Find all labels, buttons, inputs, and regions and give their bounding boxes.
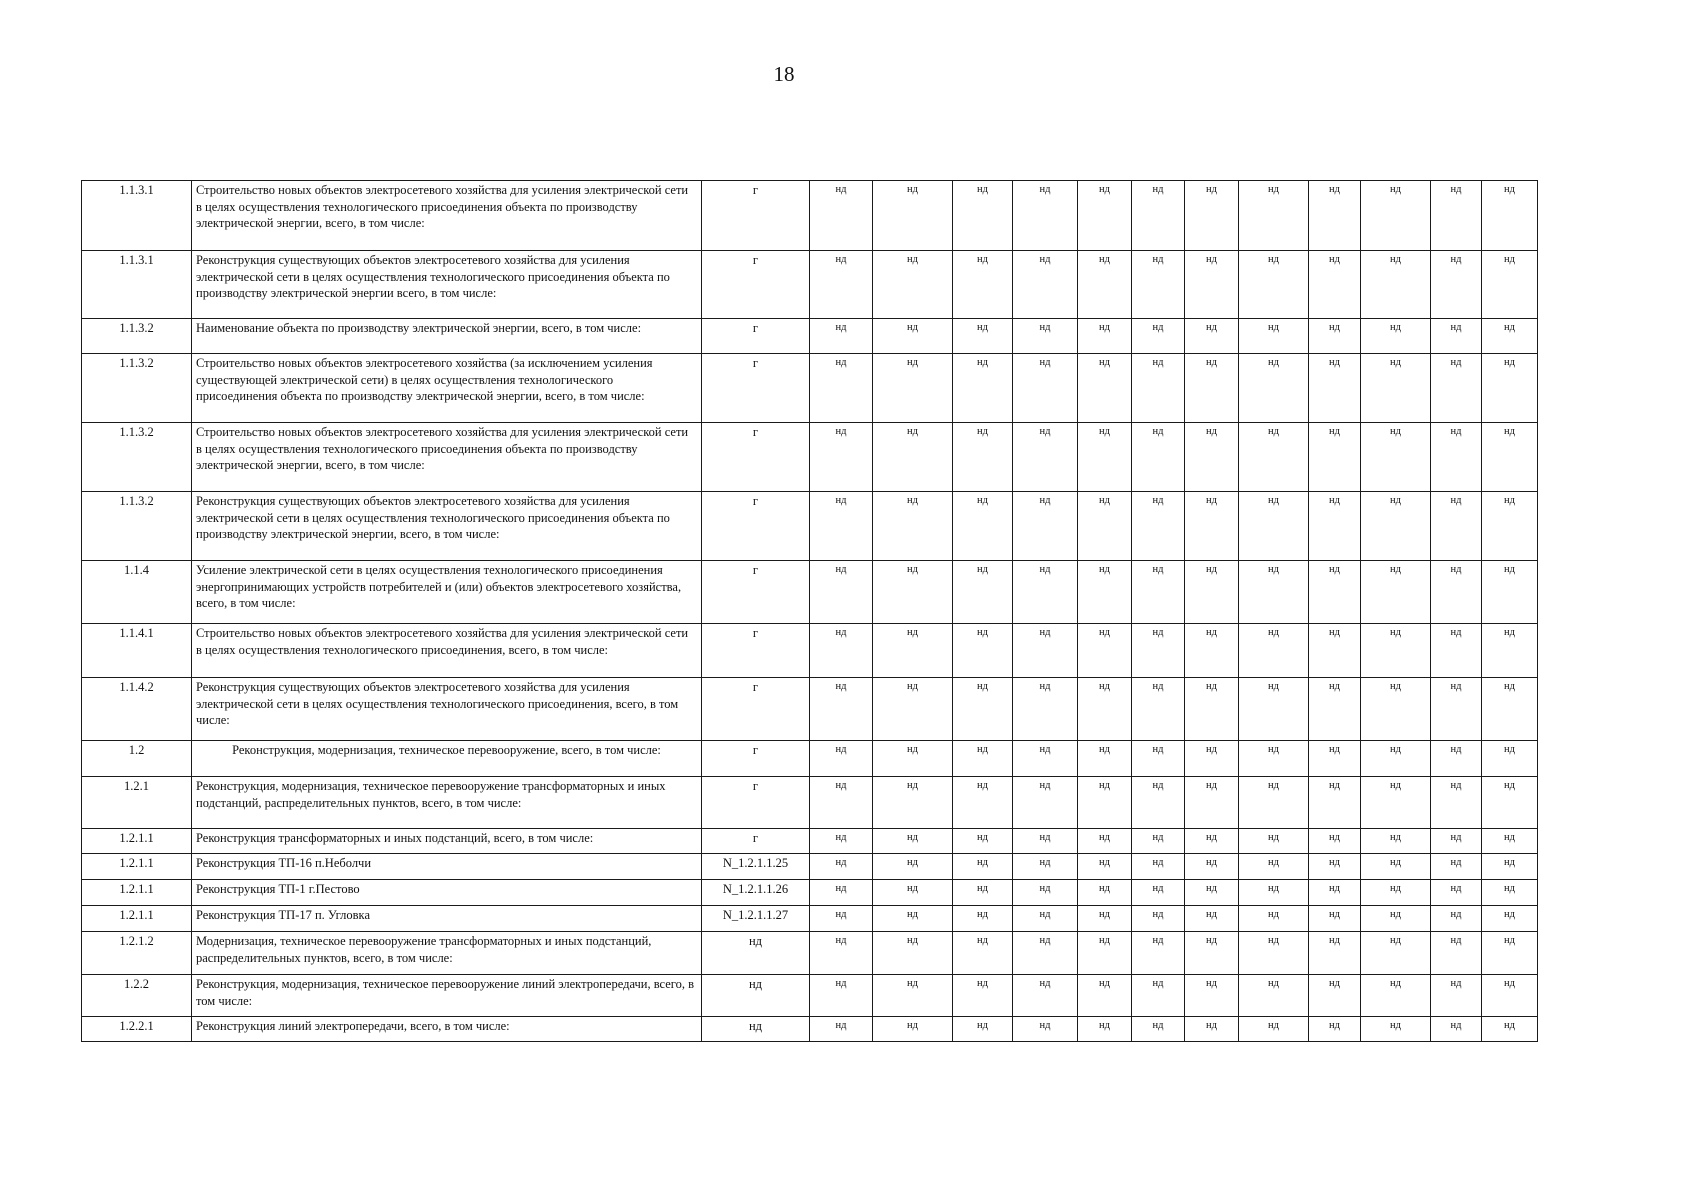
row-name: Усиление электрической сети в целях осуществления технологического присоединения энергопринимающих устройств потребителей и (или) объектов электросетевого хозяйства, всего, в том числе:: [192, 561, 702, 624]
value-cell: нд: [1078, 741, 1132, 777]
page-number: 18: [773, 62, 795, 86]
table-row: [82, 975, 1538, 1017]
value-cell: нд: [1185, 880, 1239, 906]
value-cell: нд: [1013, 741, 1078, 777]
value-cell: нд: [1239, 932, 1309, 975]
value-cell: нд: [1185, 561, 1239, 624]
value-cell: нд: [1013, 854, 1078, 880]
value-cell: нд: [873, 932, 953, 975]
value-cell: нд: [873, 423, 953, 492]
row-name: Строительство новых объектов электросетевого хозяйства для усиления электрической сети в целях осуществления технологического присоединения, всего, в том числе:: [192, 624, 702, 678]
row-name: Строительство новых объектов электросетевого хозяйства (за исключением усиления существующей электрической сети) в целях осуществления технологического присоединения объекта по производству электрической энергии, всего, в том числе:: [192, 354, 702, 423]
value-cell: нд: [1239, 423, 1309, 492]
value-cell: нд: [1431, 932, 1482, 975]
value-cell: нд: [1431, 880, 1482, 906]
value-cell: нд: [1078, 423, 1132, 492]
value-cell: нд: [1431, 906, 1482, 932]
row-identifier: г: [702, 251, 810, 319]
value-cell: нд: [1361, 1017, 1431, 1042]
value-cell: нд: [1361, 777, 1431, 829]
value-cell: нд: [1013, 678, 1078, 741]
value-cell: нд: [1239, 181, 1309, 251]
value-cell: нд: [873, 975, 953, 1017]
value-cell: нд: [873, 354, 953, 423]
value-cell: нд: [953, 319, 1013, 354]
value-cell: нд: [1078, 880, 1132, 906]
value-cell: нд: [1078, 854, 1132, 880]
value-cell: нд: [1309, 624, 1361, 678]
value-cell: нд: [953, 741, 1013, 777]
table-row: [82, 251, 1538, 319]
value-cell: нд: [1078, 181, 1132, 251]
value-cell: нд: [953, 932, 1013, 975]
value-cell: нд: [1013, 829, 1078, 854]
value-cell: нд: [1185, 251, 1239, 319]
value-cell: нд: [810, 492, 873, 561]
table-row: [82, 423, 1538, 492]
value-cell: нд: [1431, 251, 1482, 319]
value-cell: нд: [1361, 624, 1431, 678]
row-name: Реконструкция, модернизация, техническое перевооружение линий электропередачи, всего, в том числе:: [192, 975, 702, 1017]
value-cell: нд: [1239, 777, 1309, 829]
value-cell: нд: [1361, 423, 1431, 492]
value-cell: нд: [953, 854, 1013, 880]
value-cell: нд: [810, 251, 873, 319]
value-cell: нд: [1309, 319, 1361, 354]
row-identifier: г: [702, 354, 810, 423]
table-row: [82, 1017, 1538, 1042]
row-identifier: г: [702, 829, 810, 854]
value-cell: нд: [1361, 492, 1431, 561]
value-cell: нд: [1132, 932, 1185, 975]
value-cell: нд: [1309, 906, 1361, 932]
row-identifier: г: [702, 561, 810, 624]
value-cell: нд: [1239, 741, 1309, 777]
value-cell: нд: [1239, 561, 1309, 624]
value-cell: нд: [1239, 492, 1309, 561]
value-cell: нд: [1309, 492, 1361, 561]
row-number: 1.2.1.1: [82, 854, 192, 880]
value-cell: нд: [873, 829, 953, 854]
value-cell: нд: [953, 1017, 1013, 1042]
row-identifier: нд: [702, 932, 810, 975]
value-cell: нд: [1185, 624, 1239, 678]
value-cell: нд: [953, 678, 1013, 741]
value-cell: нд: [1013, 354, 1078, 423]
row-identifier: г: [702, 777, 810, 829]
value-cell: нд: [873, 561, 953, 624]
value-cell: нд: [810, 932, 873, 975]
value-cell: нд: [1482, 181, 1538, 251]
value-cell: нд: [1013, 423, 1078, 492]
row-name: Реконструкция ТП-1 г.Пестово: [192, 880, 702, 906]
row-identifier: г: [702, 423, 810, 492]
value-cell: нд: [1482, 829, 1538, 854]
row-number: 1.2.2.1: [82, 1017, 192, 1042]
row-identifier: г: [702, 624, 810, 678]
value-cell: нд: [1132, 624, 1185, 678]
table-row: [82, 561, 1538, 624]
row-identifier: г: [702, 492, 810, 561]
row-name: Реконструкция существующих объектов электросетевого хозяйства для усиления электрической сети в целях осуществления технологического присоединения объекта по производству электрической энергии всего, в том числе:: [192, 251, 702, 319]
value-cell: нд: [1078, 678, 1132, 741]
row-name: Наименование объекта по производству электрической энергии, всего, в том числе:: [192, 319, 702, 354]
value-cell: нд: [1482, 251, 1538, 319]
value-cell: нд: [1482, 1017, 1538, 1042]
value-cell: нд: [1078, 319, 1132, 354]
value-cell: нд: [1185, 829, 1239, 854]
value-cell: нд: [1132, 492, 1185, 561]
value-cell: нд: [1078, 829, 1132, 854]
value-cell: нд: [1132, 319, 1185, 354]
value-cell: нд: [873, 906, 953, 932]
value-cell: нд: [953, 829, 1013, 854]
value-cell: нд: [1185, 777, 1239, 829]
value-cell: нд: [953, 181, 1013, 251]
value-cell: нд: [1309, 854, 1361, 880]
row-name: Строительство новых объектов электросетевого хозяйства для усиления электрической сети в целях осуществления технологического присоединения объекта по производству электрической энергии, всего, в том числе:: [192, 423, 702, 492]
value-cell: нд: [1361, 906, 1431, 932]
row-name: Строительство новых объектов электросетевого хозяйства для усиления электрической сети в целях осуществления технологического присоединения объекта по производству электрической энергии, всего, в том числе:: [192, 181, 702, 251]
value-cell: нд: [1013, 880, 1078, 906]
value-cell: нд: [1361, 181, 1431, 251]
value-cell: нд: [1185, 975, 1239, 1017]
value-cell: нд: [1361, 932, 1431, 975]
value-cell: нд: [1482, 624, 1538, 678]
value-cell: нд: [1431, 678, 1482, 741]
value-cell: нд: [953, 624, 1013, 678]
value-cell: нд: [1078, 492, 1132, 561]
value-cell: нд: [1185, 741, 1239, 777]
value-cell: нд: [1132, 906, 1185, 932]
value-cell: нд: [1309, 678, 1361, 741]
value-cell: нд: [1239, 624, 1309, 678]
value-cell: нд: [1185, 678, 1239, 741]
row-name: Модернизация, техническое перевооружение трансформаторных и иных подстанций, распределительных пунктов, всего, в том числе:: [192, 932, 702, 975]
value-cell: нд: [1361, 251, 1431, 319]
value-cell: нд: [810, 906, 873, 932]
value-cell: нд: [953, 354, 1013, 423]
value-cell: нд: [1361, 975, 1431, 1017]
value-cell: нд: [1078, 561, 1132, 624]
value-cell: нд: [1078, 777, 1132, 829]
value-cell: нд: [1185, 181, 1239, 251]
value-cell: нд: [953, 561, 1013, 624]
value-cell: нд: [1309, 829, 1361, 854]
row-number: 1.2: [82, 741, 192, 777]
value-cell: нд: [1482, 354, 1538, 423]
value-cell: нд: [1482, 880, 1538, 906]
value-cell: нд: [1239, 854, 1309, 880]
value-cell: нд: [873, 854, 953, 880]
value-cell: нд: [1132, 1017, 1185, 1042]
row-name: Реконструкция существующих объектов электросетевого хозяйства для усиления электрической сети в целях осуществления технологического присоединения, всего, в том числе:: [192, 678, 702, 741]
value-cell: нд: [1431, 975, 1482, 1017]
value-cell: нд: [1482, 678, 1538, 741]
row-number: 1.2.1.2: [82, 932, 192, 975]
value-cell: нд: [1132, 829, 1185, 854]
row-number: 1.1.4.1: [82, 624, 192, 678]
row-name: Реконструкция ТП-17 п. Угловка: [192, 906, 702, 932]
value-cell: нд: [873, 741, 953, 777]
value-cell: нд: [873, 1017, 953, 1042]
value-cell: нд: [1013, 777, 1078, 829]
value-cell: нд: [1132, 975, 1185, 1017]
table-body: [82, 181, 1538, 1042]
value-cell: нд: [810, 423, 873, 492]
value-cell: нд: [873, 880, 953, 906]
value-cell: нд: [1132, 423, 1185, 492]
value-cell: нд: [1309, 423, 1361, 492]
row-identifier: г: [702, 741, 810, 777]
value-cell: нд: [810, 678, 873, 741]
value-cell: нд: [1239, 319, 1309, 354]
value-cell: нд: [1078, 624, 1132, 678]
value-cell: нд: [1013, 932, 1078, 975]
table-row: [82, 854, 1538, 880]
value-cell: нд: [1132, 561, 1185, 624]
value-cell: нд: [1431, 1017, 1482, 1042]
table-row: [82, 829, 1538, 854]
row-number: 1.2.1.1: [82, 829, 192, 854]
value-cell: нд: [810, 561, 873, 624]
value-cell: нд: [1132, 854, 1185, 880]
value-cell: нд: [1431, 854, 1482, 880]
value-cell: нд: [1078, 906, 1132, 932]
value-cell: нд: [1185, 319, 1239, 354]
row-number: 1.2.1.1: [82, 880, 192, 906]
table-row: [82, 880, 1538, 906]
table-row: [82, 624, 1538, 678]
table-row: [82, 319, 1538, 354]
value-cell: нд: [810, 854, 873, 880]
value-cell: нд: [810, 975, 873, 1017]
value-cell: нд: [1013, 624, 1078, 678]
value-cell: нд: [873, 181, 953, 251]
value-cell: нд: [1361, 319, 1431, 354]
value-cell: нд: [953, 777, 1013, 829]
value-cell: нд: [1309, 975, 1361, 1017]
value-cell: нд: [953, 975, 1013, 1017]
value-cell: нд: [1431, 741, 1482, 777]
value-cell: нд: [1185, 854, 1239, 880]
value-cell: нд: [1132, 777, 1185, 829]
value-cell: нд: [810, 777, 873, 829]
value-cell: нд: [1482, 492, 1538, 561]
value-cell: нд: [1132, 354, 1185, 423]
value-cell: нд: [1185, 492, 1239, 561]
value-cell: нд: [953, 423, 1013, 492]
value-cell: нд: [810, 880, 873, 906]
row-identifier: г: [702, 678, 810, 741]
table-row: [82, 492, 1538, 561]
value-cell: нд: [953, 492, 1013, 561]
value-cell: нд: [1482, 561, 1538, 624]
table-row: [82, 181, 1538, 251]
row-number: 1.1.3.1: [82, 251, 192, 319]
value-cell: нд: [1431, 423, 1482, 492]
value-cell: нд: [810, 829, 873, 854]
value-cell: нд: [810, 354, 873, 423]
value-cell: нд: [1309, 932, 1361, 975]
value-cell: нд: [810, 319, 873, 354]
value-cell: нд: [810, 1017, 873, 1042]
value-cell: нд: [1185, 906, 1239, 932]
value-cell: нд: [953, 906, 1013, 932]
row-number: 1.1.4: [82, 561, 192, 624]
value-cell: нд: [1132, 880, 1185, 906]
value-cell: нд: [1309, 561, 1361, 624]
row-name: Реконструкция трансформаторных и иных подстанций, всего, в том числе:: [192, 829, 702, 854]
value-cell: нд: [1185, 423, 1239, 492]
value-cell: нд: [1309, 1017, 1361, 1042]
value-cell: нд: [1132, 251, 1185, 319]
value-cell: нд: [1132, 678, 1185, 741]
value-cell: нд: [1482, 777, 1538, 829]
value-cell: нд: [1078, 354, 1132, 423]
value-cell: нд: [1431, 492, 1482, 561]
value-cell: нд: [1482, 906, 1538, 932]
row-identifier: N_1.2.1.1.26: [702, 880, 810, 906]
value-cell: нд: [1309, 181, 1361, 251]
value-cell: нд: [1013, 1017, 1078, 1042]
row-number: 1.1.3.2: [82, 319, 192, 354]
row-name: Реконструкция, модернизация, техническое перевооружение трансформаторных и иных подстанций, распределительных пунктов, всего, в том числе:: [192, 777, 702, 829]
value-cell: нд: [1132, 741, 1185, 777]
value-cell: нд: [810, 741, 873, 777]
value-cell: нд: [1482, 423, 1538, 492]
value-cell: нд: [1482, 854, 1538, 880]
value-cell: нд: [873, 678, 953, 741]
row-identifier: N_1.2.1.1.27: [702, 906, 810, 932]
row-number: 1.2.2: [82, 975, 192, 1017]
value-cell: нд: [1431, 181, 1482, 251]
value-cell: нд: [873, 777, 953, 829]
value-cell: нд: [1013, 319, 1078, 354]
value-cell: нд: [1482, 932, 1538, 975]
value-cell: нд: [1239, 1017, 1309, 1042]
row-number: 1.2.1: [82, 777, 192, 829]
value-cell: нд: [1078, 932, 1132, 975]
value-cell: нд: [1239, 880, 1309, 906]
value-cell: нд: [1361, 854, 1431, 880]
value-cell: нд: [1431, 354, 1482, 423]
value-cell: нд: [1482, 741, 1538, 777]
value-cell: нд: [1361, 354, 1431, 423]
row-identifier: нд: [702, 975, 810, 1017]
value-cell: нд: [1013, 906, 1078, 932]
value-cell: нд: [1239, 251, 1309, 319]
value-cell: нд: [1185, 932, 1239, 975]
value-cell: нд: [1309, 880, 1361, 906]
row-identifier: г: [702, 181, 810, 251]
row-number: 1.1.3.1: [82, 181, 192, 251]
value-cell: нд: [1013, 975, 1078, 1017]
table-row: [82, 678, 1538, 741]
table-row: [82, 932, 1538, 975]
row-number: 1.2.1.1: [82, 906, 192, 932]
table-row: [82, 354, 1538, 423]
value-cell: нд: [1361, 880, 1431, 906]
value-cell: нд: [1482, 319, 1538, 354]
value-cell: нд: [1431, 829, 1482, 854]
row-number: 1.1.3.2: [82, 492, 192, 561]
row-number: 1.1.3.2: [82, 354, 192, 423]
row-number: 1.1.3.2: [82, 423, 192, 492]
value-cell: нд: [1309, 354, 1361, 423]
value-cell: нд: [1013, 251, 1078, 319]
table-row: [82, 741, 1538, 777]
value-cell: нд: [1309, 777, 1361, 829]
value-cell: нд: [1361, 678, 1431, 741]
table-row: [82, 906, 1538, 932]
value-cell: нд: [1431, 561, 1482, 624]
value-cell: нд: [1239, 354, 1309, 423]
value-cell: нд: [873, 492, 953, 561]
row-identifier: N_1.2.1.1.25: [702, 854, 810, 880]
value-cell: нд: [1013, 181, 1078, 251]
row-identifier: нд: [702, 1017, 810, 1042]
value-cell: нд: [873, 319, 953, 354]
value-cell: нд: [873, 624, 953, 678]
row-name: Реконструкция ТП-16 п.Неболчи: [192, 854, 702, 880]
value-cell: нд: [1239, 829, 1309, 854]
value-cell: нд: [1361, 829, 1431, 854]
value-cell: нд: [1078, 1017, 1132, 1042]
row-name: Реконструкция, модернизация, техническое перевооружение, всего, в том числе:: [192, 741, 702, 777]
value-cell: нд: [810, 181, 873, 251]
value-cell: нд: [953, 880, 1013, 906]
value-cell: нд: [1361, 741, 1431, 777]
value-cell: нд: [1132, 181, 1185, 251]
value-cell: нд: [1239, 678, 1309, 741]
value-cell: нд: [1361, 561, 1431, 624]
row-number: 1.1.4.2: [82, 678, 192, 741]
value-cell: нд: [1239, 975, 1309, 1017]
value-cell: нд: [1309, 251, 1361, 319]
value-cell: нд: [1431, 624, 1482, 678]
value-cell: нд: [810, 624, 873, 678]
table-row: [82, 777, 1538, 829]
investment-program-table: [81, 180, 1538, 1042]
value-cell: нд: [1078, 251, 1132, 319]
value-cell: нд: [873, 251, 953, 319]
value-cell: нд: [1431, 319, 1482, 354]
value-cell: нд: [953, 251, 1013, 319]
value-cell: нд: [1309, 741, 1361, 777]
value-cell: нд: [1078, 975, 1132, 1017]
row-name: Реконструкция существующих объектов электросетевого хозяйства для усиления электрической сети в целях осуществления технологического присоединения объекта по производству электрической энергии, всего, в том числе:: [192, 492, 702, 561]
row-name: Реконструкция линий электропередачи, всего, в том числе:: [192, 1017, 702, 1042]
value-cell: нд: [1013, 561, 1078, 624]
value-cell: нд: [1431, 777, 1482, 829]
value-cell: нд: [1482, 975, 1538, 1017]
value-cell: нд: [1185, 354, 1239, 423]
row-identifier: г: [702, 319, 810, 354]
value-cell: нд: [1239, 906, 1309, 932]
value-cell: нд: [1013, 492, 1078, 561]
value-cell: нд: [1185, 1017, 1239, 1042]
